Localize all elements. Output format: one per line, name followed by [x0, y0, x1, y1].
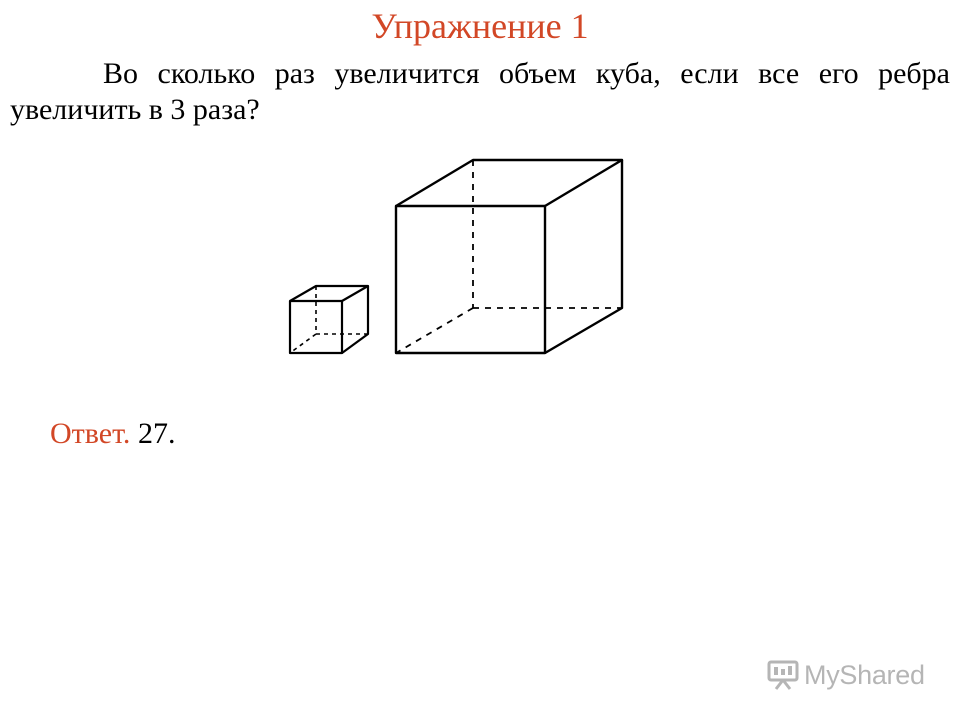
answer — [50, 416, 175, 452]
watermark — [766, 655, 925, 695]
question-text: Во сколько раз увеличится объем куба, если все его ребра увеличить в 3 раза? — [10, 57, 950, 126]
watermark-text: MyShared — [804, 659, 925, 690]
large-cube — [396, 160, 622, 353]
answer-value: 27. — [137, 417, 176, 450]
answer-label: Ответ. — [50, 417, 131, 450]
small-cube — [290, 286, 368, 353]
slide-title: Упражнение 1 — [371, 6, 589, 46]
presentation-board-icon — [766, 658, 800, 692]
